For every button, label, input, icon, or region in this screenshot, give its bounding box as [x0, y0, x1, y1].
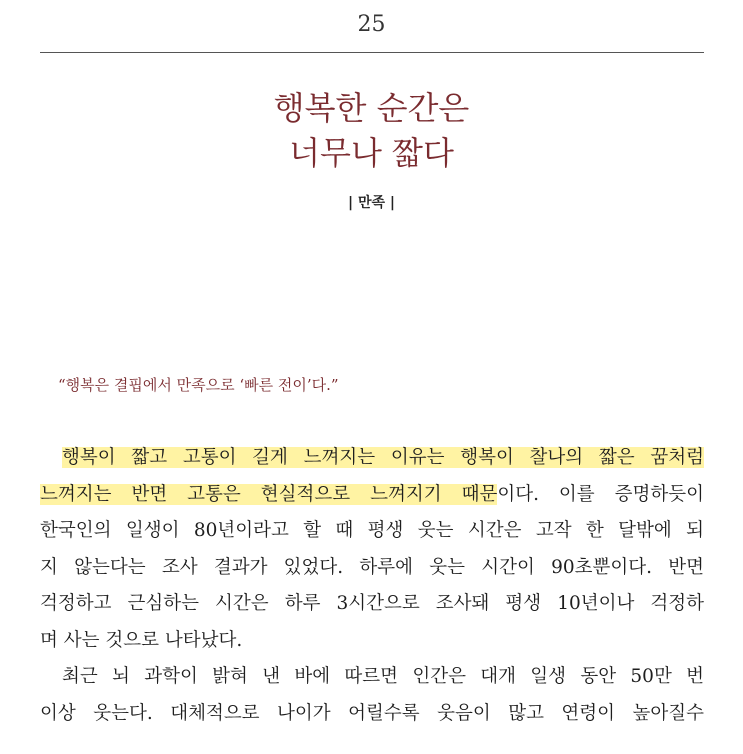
paragraph-1-line-5: 걱정하고 근심하는 시간은 하루 3시간으로 조사돼 평생 10년이나 걱정하: [40, 593, 704, 614]
paragraph-2-line-2: 이상 웃는다. 대체적으로 나이가 어릴수록 웃음이 많고 연령이 높아질수: [40, 702, 704, 724]
body-text: [40, 440, 704, 732]
header-divider: [40, 52, 704, 53]
highlighted-text: 느껴지는 반면 고통은 현실적으로 느껴지기 때문: [40, 483, 498, 505]
chapter-title-line-1: 행복한 순간은: [273, 89, 470, 127]
page-number: 25: [357, 12, 386, 37]
paragraph-1-line-2: [40, 477, 704, 514]
paragraph-1-line-6: 며 사는 것으로 나타났다.: [40, 629, 243, 651]
paragraph-1-line-1: [40, 440, 704, 477]
paragraph-1-line-4: 지 않는다는 조사 결과가 있었다. 하루에 웃는 시간이 90초뿐이다. 반면: [40, 556, 704, 578]
chapter-title-line-2: 너무나 짧다: [289, 134, 454, 172]
paragraph-1-line-3: 한국인의 일생이 80년이라고 할 때 평생 웃는 시간은 고작 한 달밖에 되: [40, 520, 704, 541]
chapter-category: | 만족 |: [347, 195, 396, 211]
body-text-span: 이다. 이를 증명하듯이: [497, 483, 705, 505]
paragraph-2-line-1: 최근 뇌 과학이 밝혀 낸 바에 따르면 인간은 대개 일생 동안 50만 번: [62, 666, 704, 687]
highlighted-text: 행복이 짧고 고통이 길게 느껴지는 이유는 행복이 찰나의 짧은 꿈처럼: [62, 447, 704, 468]
chapter-title: [0, 86, 743, 176]
epigraph-quote: “행복은 결핍에서 만족으로 ‘빠른 전이’다.”: [58, 376, 339, 394]
